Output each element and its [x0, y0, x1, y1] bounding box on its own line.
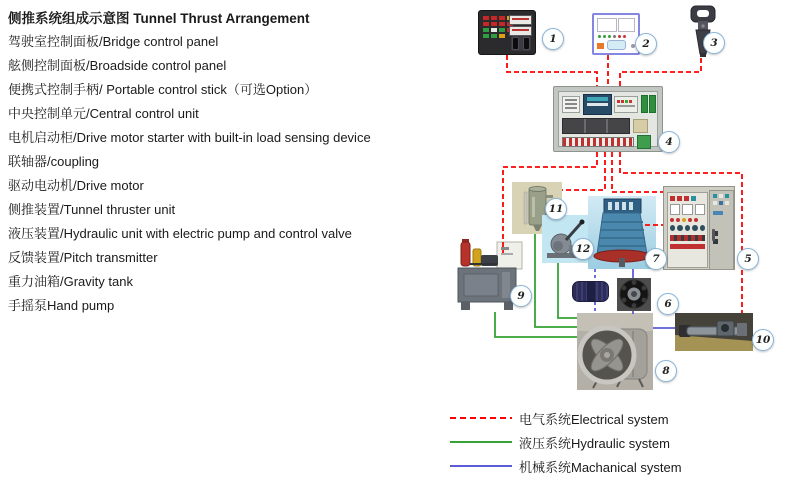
- electrical-line-stick-to-ccu: [620, 58, 701, 86]
- pitch-transmitter-icon: [675, 313, 753, 351]
- list-item: 手摇泵Hand pump: [8, 298, 115, 313]
- list-item: 重力油箱/Gravity tank: [8, 274, 133, 289]
- component-badge-2: 2: [635, 33, 657, 55]
- io-module: [614, 96, 638, 113]
- list-item: 舷侧控制面板/Broadside control panel: [8, 58, 227, 73]
- panel-display: [509, 26, 532, 36]
- electrical-line-swatch: [450, 417, 512, 420]
- joystick-slot: [607, 40, 626, 50]
- pitch-transmitter-image: [675, 313, 753, 351]
- legend-row-mechanical: [450, 454, 682, 478]
- electrical-line-ccu-to-starter: [612, 152, 663, 192]
- shaft-coupling-image: [572, 281, 609, 302]
- green-card: [641, 95, 648, 113]
- legend-row-electrical: [450, 406, 682, 430]
- indicator-lights: [598, 35, 626, 38]
- broadside-control-panel-image: [592, 13, 640, 55]
- list-item: 驱动电动机/Drive motor: [8, 178, 144, 193]
- component-badge-3: 3: [703, 32, 725, 54]
- legend: [450, 406, 682, 478]
- coupling-icon: [617, 278, 651, 311]
- bridge-control-panel-image: [478, 10, 536, 55]
- legend-row-hydraulic: [450, 430, 682, 454]
- tunnel-thruster-image: [577, 313, 653, 390]
- list-item: 反馈装置/Pitch transmitter: [8, 250, 158, 265]
- cabinet-door: [709, 190, 734, 270]
- coupling-image: [617, 278, 651, 311]
- panel-display: [509, 15, 532, 25]
- hydraulic-line-swatch: [450, 441, 512, 443]
- tunnel-thruster-icon: [577, 313, 653, 390]
- list-item: 中央控制单元/Central control unit: [8, 106, 199, 121]
- beige-block: [633, 119, 648, 133]
- list-item: 侧推装置/Tunnel thruster unit: [8, 202, 176, 217]
- legend-label: 机械系统Machanical system: [519, 459, 682, 475]
- list-item: 驾驶室控制面板/Bridge control panel: [8, 34, 219, 49]
- hydraulic-line-unit-to-thruster: [495, 312, 577, 337]
- component-badge-11: 11: [545, 198, 567, 220]
- component-badge-1: 1: [542, 28, 564, 50]
- cabinet-panel: [667, 192, 708, 268]
- panel-display: [618, 18, 635, 32]
- list-item: 联轴器/coupling: [8, 154, 100, 169]
- list-item: 便携式控制手柄/ Portable control stick（可选Option）: [8, 82, 318, 97]
- central-control-unit-image: [553, 86, 663, 152]
- component-badge-6: 6: [657, 293, 679, 315]
- legend-label: 液压系统Hydraulic system: [519, 435, 670, 451]
- component-badge-9: 9: [510, 285, 532, 307]
- starter-cabinet-image: [663, 186, 735, 270]
- component-badge-5: 5: [737, 248, 759, 270]
- meter-module: [562, 96, 580, 113]
- electrical-line-ccu-to-tank: [562, 152, 605, 190]
- panel-levers: [511, 36, 531, 51]
- pcb-board: [637, 135, 651, 149]
- component-badge-8: 8: [655, 360, 677, 382]
- terminal-strip: [562, 137, 634, 147]
- plc-module: [583, 94, 612, 115]
- component-badge-4: 4: [658, 131, 680, 153]
- coupling-center-band: [587, 282, 595, 301]
- component-badge-7: 7: [645, 248, 667, 270]
- mechanical-line-swatch: [450, 465, 512, 467]
- component-name-list: [8, 8, 478, 318]
- list-item: 液压装置/Hydraulic unit with electric pump and control valve: [8, 226, 352, 241]
- component-badge-12: 12: [572, 238, 594, 260]
- orange-button: [597, 43, 604, 49]
- cabinet-interior: [558, 91, 658, 147]
- relay-row: [562, 118, 630, 134]
- panel-display: [597, 18, 617, 32]
- electrical-line-bridge-to-ccu: [507, 55, 597, 86]
- legend-label: 电气系统Electrical system: [519, 411, 669, 427]
- list-item: 电机启动柜/Drive motor starter with built-in load sensing device: [8, 130, 371, 145]
- green-card: [649, 95, 656, 113]
- component-badge-10: 10: [752, 329, 774, 351]
- figure-title: 侧推系统组成示意图 Tunnel Thrust Arrangement: [8, 11, 310, 26]
